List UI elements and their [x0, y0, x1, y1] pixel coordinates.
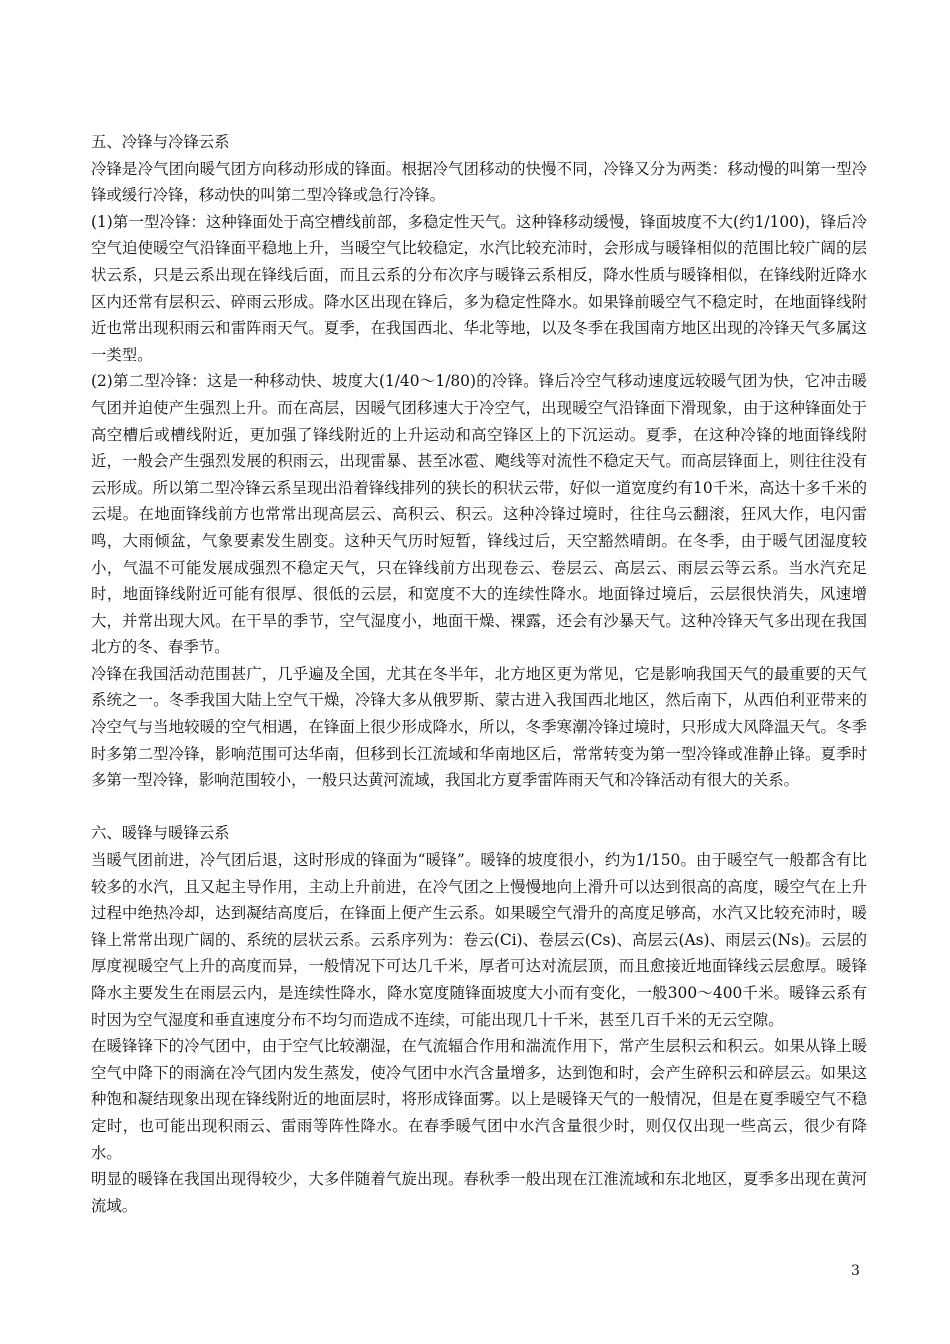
section-warm-front — [91, 820, 867, 1219]
section-cold-front — [91, 129, 867, 794]
page-number: 3 — [851, 1263, 860, 1279]
paragraph-warm-front-definition: 当暖气团前进，冷气团后退，这时形成的锋面为“暖锋”。暖锋的坡度很小，约为1/150。由于暖空气一般都含有比较多的水汽，且又起主导作用，主动上升前进，在冷气团之上慢慢地向上滑升可以达到很高的高度，暖空气在上升过程中绝热冷却，达到凝结高度后，在锋面上便产生云系。如果暖空气滑升的高度足够高，水汽又比较充沛时，暖锋上常常出现广阔的、系统的层状云系。云系序列为：卷云(Ci)、卷层云(Cs)、高层云(As)、雨层云(Ns)。云层的厚度视暖空气上升的高度而异，一般情况下可达几千米，厚者可达对流层顶，而且愈接近地面锋线云层愈厚。暖锋降水主要发生在雨层云内，是连续性降水，降水宽度随锋面坡度大小而有变化，一般300～400千米。暖锋云系有时因为空气湿度和垂直速度分布不均匀而造成不连续，可能出现几十千米，甚至几百千米的无云空隙。 — [91, 851, 867, 1029]
section-heading-cold-front: 五、冷锋与冷锋云系 — [91, 133, 230, 151]
paragraph-warm-front-in-china: 明显的暖锋在我国出现得较少，大多伴随着气旋出现。春秋季一般出现在江淮流域和东北地区，夏季多出现在黄河流域。 — [91, 1170, 867, 1215]
paragraph-cold-front-definition: 冷锋是冷气团向暖气团方向移动形成的锋面。根据冷气团移动的快慢不同，冷锋又分为两类：移动慢的叫第一型冷锋或缓行冷锋，移动快的叫第二型冷锋或急行冷锋。 — [91, 159, 867, 205]
paragraph-type-two-cold-front: (2)第二型冷锋：这是一种移动快、坡度大(1/40～1/80)的冷锋。锋后冷空气移动速度远较暖气团为快，它冲击暖气团并迫使产生强烈上升。而在高层，因暖气团移速大于冷空气，出现暖空气沿锋面下滑现象，由于这种锋面处于高空槽后或槽线附近，更加强了锋线附近的上升运动和高空锋区上的下沉运动。夏季，在这种冷锋的地面锋线附近，一般会产生强烈发展的积雨云，出现雷暴、甚至冰雹、飑线等对流性不稳定天气。而高层锋面上，则往往没有云形成。所以第二型冷锋云系呈现出沿着锋线排列的狭长的积状云带，好似一道宽度约有10千米，高达十多千米的云堤。在地面锋线前方也常常出现高层云、高积云、积云。这种冷锋过境时，往往乌云翻滚，狂风大作，电闪雷鸣，大雨倾盆，气象要素发生剧变。这种天气历时短暂，锋线过后，天空豁然晴朗。在冬季，由于暖气团湿度较小，气温不可能发展成强烈不稳定天气，只在锋线前方出现卷云、卷层云、高层云、雨层云等云系。当水汽充足时，地面锋线附近可能有很厚、很低的云层，和宽度不大的连续性降水。地面锋过境后，云层很快消失，风速增大，并常出现大风。在干旱的季节，空气湿度小，地面干燥、裸露，还会有沙暴天气。这种冷锋天气多出现在我国北方的冬、春季节。 — [91, 372, 867, 657]
paragraph-type-one-cold-front: (1)第一型冷锋：这种锋面处于高空槽线前部，多稳定性天气。这种锋移动缓慢，锋面坡度不大(约1/100)，锋后冷空气迫使暖空气沿锋面平稳地上升，当暖空气比较稳定，水汽比较充沛时，会形成与暖锋相似的范围比较广阔的层状云系，只是云系出现在锋线后面，而且云系的分布次序与暖锋云系相反，降水性质与暖锋相似，在锋线附近降水区内还常有层积云、碎雨云形成。降水区出现在锋后，多为稳定性降水。如果锋前暖空气不稳定时，在地面锋线附近也常出现积雨云和雷阵雨天气。夏季，在我国西北、华北等地，以及冬季在我国南方地区出现的冷锋天气多属这一类型。 — [91, 212, 867, 364]
paragraph-warm-front-cold-air-mass: 在暖锋锋下的冷气团中，由于空气比较潮湿，在气流辐合作用和湍流作用下，常产生层积云和积云。如果从锋上暖空气中降下的雨滴在冷气团内发生蒸发，使冷气团中水汽含量增多，达到饱和时，会产生碎积云和碎层云。如果这种饱和凝结现象出现在锋线附近的地面层时，将形成锋面雾。以上是暖锋天气的一般情况，但是在夏季暖空气不稳定时，也可能出现积雨云、雷雨等阵性降水。在春季暖气团中水汽含量很少时，则仅仅出现一些高云，很少有降水。 — [91, 1037, 867, 1162]
page-content — [91, 129, 867, 1219]
paragraph-cold-front-in-china: 冷锋在我国活动范围甚广，几乎遍及全国，尤其在冬半年，北方地区更为常见，它是影响我国天气的最重要的天气系统之一。冬季我国大陆上空气干燥，冷锋大多从俄罗斯、蒙古进入我国西北地区，然后南下，从西伯利亚带来的冷空气与当地较暖的空气相遇，在锋面上很少形成降水，所以，冬季寒潮冷锋过境时，只形成大风降温天气。冬季时多第二型冷锋，影响范围可达华南，但移到长江流域和华南地区后，常常转变为第一型冷锋或准静止锋。夏季时多第一型冷锋，影响范围较小，一般只达黄河流域，我国北方夏季雷阵雨天气和冷锋活动有很大的关系。 — [91, 664, 867, 790]
section-heading-warm-front: 六、暖锋与暖锋云系 — [91, 824, 230, 843]
